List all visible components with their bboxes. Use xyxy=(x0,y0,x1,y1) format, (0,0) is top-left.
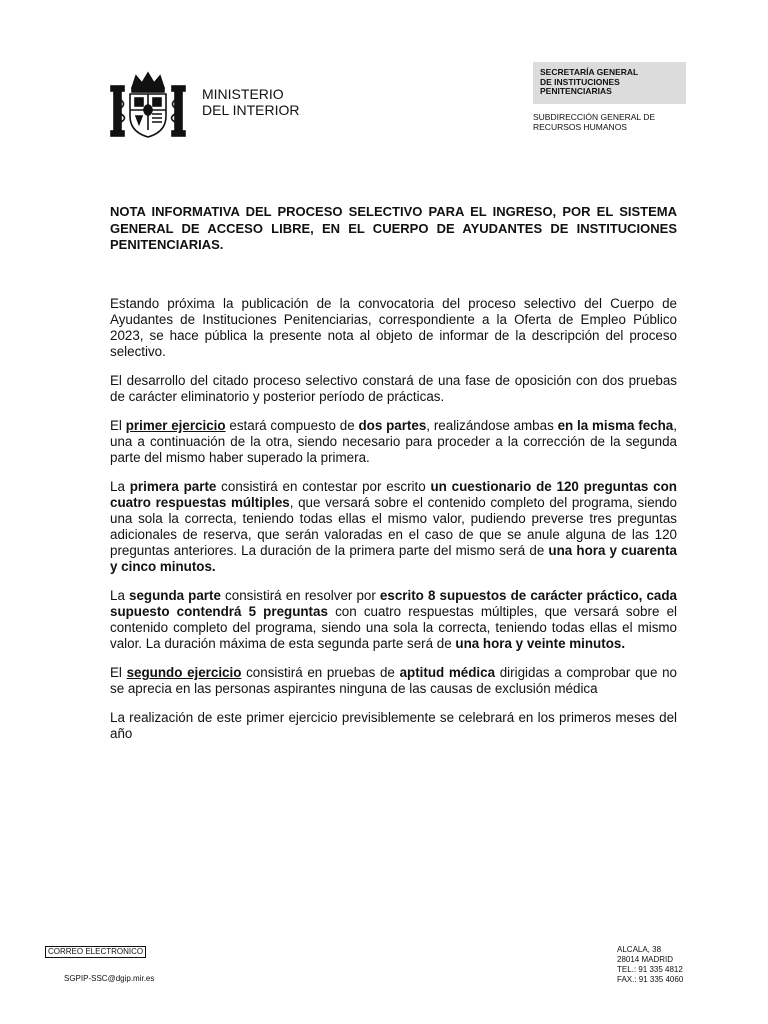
ministry-line-2: DEL INTERIOR xyxy=(202,102,300,118)
first-exercise-label: primer ejercicio xyxy=(125,418,226,433)
document-title: NOTA INFORMATIVA DEL PROCESO SELECTIVO PARA EL INGRESO, POR EL SISTEMA GENERAL DE ACCESO LIBRE, EN EL CUERPO DE AYUDANTES DE INSTITUCIONES PENITENCIARIAS. xyxy=(110,204,677,252)
text: con cuatro respuestas múltiples, que versará sobre el contenido completo del programa, siendo una sola la correcta, teniendo todas ellas el mismo valor. La duración máxima de esta segunda parte será de xyxy=(110,604,677,651)
secretaria-line-3: PENITENCIARIAS xyxy=(540,86,612,96)
first-part-label: primera parte xyxy=(129,479,217,494)
email-label: CORREO ELECTRONICO xyxy=(45,946,146,958)
subdir-line-2: RECURSOS HUMANOS xyxy=(533,122,627,132)
postal-address xyxy=(617,945,683,985)
document-body xyxy=(110,296,677,755)
address-line-1: ALCALA, 38 xyxy=(617,945,662,954)
paragraph-second-part xyxy=(110,588,677,652)
text: , una a continuación de la otra, siendo necesario para proceder a la corrección de la segunda parte del mismo haber superado la primera. xyxy=(110,418,677,465)
questionnaire: un cuestionario de 120 preguntas con cuatro respuestas múltiples xyxy=(110,479,677,510)
text: consistirá en pruebas de xyxy=(241,665,400,680)
secretaria-line-2: DE INSTITUCIONES xyxy=(540,76,620,87)
text: consistirá en contestar por escrito xyxy=(216,479,431,494)
text: estará compuesto de xyxy=(225,418,359,433)
second-part-duration: una hora y veinte minutos. xyxy=(455,636,626,651)
ministry-name xyxy=(202,86,300,118)
address-line-2: 28014 MADRID xyxy=(617,955,674,964)
text: dirigidas a comprobar que no se aprecia en las personas aspirantes ninguna de las causas de exclusión médica xyxy=(110,665,677,696)
secretaria-line-1: SECRETARÍA GENERAL xyxy=(540,67,639,77)
second-part-label: segunda parte xyxy=(129,588,221,603)
text: El xyxy=(110,418,126,433)
second-exercise-label: segundo ejercicio xyxy=(126,665,242,680)
paragraph-development: El desarrollo del citado proceso selectivo constará de una fase de oposición con dos pruebas de carácter eliminatorio y posterior período de prácticas. xyxy=(110,373,677,404)
two-parts: dos partes xyxy=(358,418,427,433)
paragraph-schedule: La realización de este primer ejercicio previsiblemente se celebrará en los primeros meses del año xyxy=(110,710,677,741)
subdir-line-1: SUBDIRECCIÓN GENERAL DE xyxy=(533,112,656,122)
paragraph-second-exercise xyxy=(110,665,677,697)
practical-cases: escrito 8 supuestos de carácter práctico, cada supuesto contendrá 5 preguntas xyxy=(110,588,677,619)
email-address[interactable]: SGPIP-SSC@dgip.mir.es xyxy=(64,974,155,983)
text: La xyxy=(110,588,130,603)
fax-number: FAX.: 91 335 4060 xyxy=(617,975,684,984)
paragraph-intro: Estando próxima la publicación de la convocatoria del proceso selectivo del Cuerpo de Ayudantes de Instituciones Penitenciarias, correspondiente a la Oferta de Empleo Público 2023, se hace pública la presente nota al objeto de informar de la descripción del proceso selectivo. xyxy=(110,296,677,359)
text: La xyxy=(110,479,130,494)
medical-aptitude: aptitud médica xyxy=(399,665,496,680)
text: , realizándose ambas xyxy=(426,418,558,433)
paragraph-first-part xyxy=(110,479,677,575)
paragraph-first-exercise xyxy=(110,418,677,466)
subdireccion xyxy=(533,112,693,132)
ministry-line-1: MINISTERIO xyxy=(202,86,284,102)
coat-of-arms-icon xyxy=(108,70,188,140)
text: consistirá en resolver por xyxy=(220,588,380,603)
secretaria-box xyxy=(533,62,686,104)
same-date: en la misma fecha xyxy=(557,418,674,433)
first-part-duration: una hora y cuarenta y cinco minutos. xyxy=(110,543,677,574)
text: , que versará sobre el contenido completo del programa, siendo una sola la correcta, teniendo todas ellas el mismo valor, pudiendo preverse tres preguntas adicionales de reserva, que serán valoradas en el caso de que se anule alguna de las 120 preguntas anteriores. La duración de la primera parte del mismo será de xyxy=(110,495,678,558)
phone-number: TEL.: 91 335 4812 xyxy=(617,965,683,974)
text: El xyxy=(110,665,127,680)
